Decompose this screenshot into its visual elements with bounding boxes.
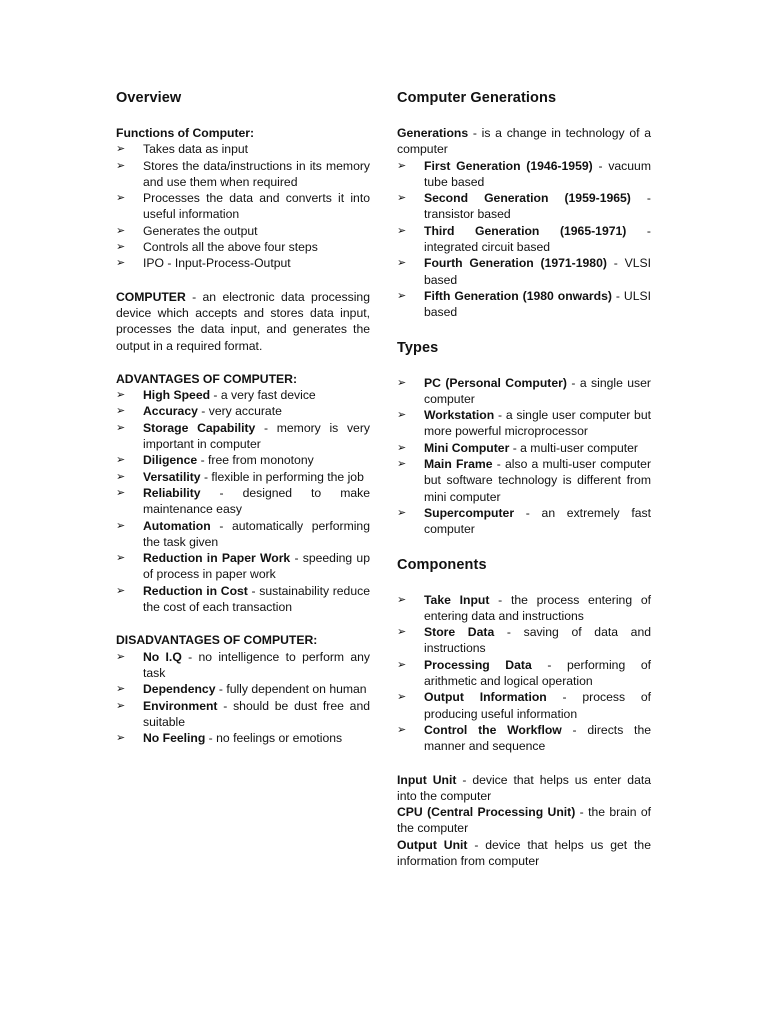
generations-title: Computer Generations bbox=[397, 90, 557, 106]
overview-title: Overview bbox=[116, 90, 182, 106]
output-unit-def: Output Unit - device that helps us get the information from computer bbox=[397, 837, 651, 868]
arrow-bullet-icon: ➢ bbox=[116, 699, 126, 712]
list-item: ➢ Second Generation (1959-1965) - transistor based bbox=[397, 191, 651, 222]
arrow-bullet-icon: ➢ bbox=[116, 683, 126, 696]
types-section bbox=[397, 375, 651, 538]
arrow-bullet-icon: ➢ bbox=[116, 454, 126, 467]
generations-term: Generations bbox=[397, 126, 469, 140]
list-item: ➢ Storage Capability - memory is very important in computer bbox=[116, 420, 370, 452]
functions-section bbox=[116, 125, 370, 272]
list-item: ➢ Workstation - a single user computer but more powerful microprocessor bbox=[397, 408, 651, 439]
functions-list bbox=[116, 141, 370, 271]
list-item: ➢ High Speed - a very fast device bbox=[116, 388, 316, 403]
list-item: ➢ Environment - should be dust free and suitable bbox=[116, 698, 370, 729]
arrow-bullet-icon: ➢ bbox=[116, 470, 126, 483]
list-item: ➢ Mini Computer - a multi-user computer bbox=[397, 440, 638, 455]
arrow-bullet-icon: ➢ bbox=[397, 626, 407, 639]
arrow-bullet-icon: ➢ bbox=[397, 224, 407, 237]
arrow-bullet-icon: ➢ bbox=[397, 376, 407, 389]
arrow-bullet-icon: ➢ bbox=[116, 241, 126, 254]
arrow-bullet-icon: ➢ bbox=[116, 732, 126, 745]
disadvantages-list bbox=[116, 649, 370, 747]
list-item: ➢ Accuracy - very accurate bbox=[116, 404, 282, 419]
list-item: ➢ Control the Workflow - directs the manner and sequence bbox=[397, 722, 651, 754]
computer-definition bbox=[116, 289, 370, 354]
list-item: ➢ Supercomputer - an extremely fast computer bbox=[397, 505, 651, 537]
list-item: ➢ Controls all the above four steps bbox=[116, 240, 318, 255]
components-list bbox=[397, 592, 651, 755]
generations-section bbox=[397, 125, 651, 321]
generations-intro: - is a change in technology of a computer bbox=[397, 126, 651, 157]
arrow-bullet-icon: ➢ bbox=[397, 506, 407, 519]
types-title: Types bbox=[397, 339, 439, 356]
generations-list bbox=[397, 158, 651, 321]
right-column bbox=[397, 88, 651, 886]
list-item: ➢ No Feeling - no feelings or emotions bbox=[116, 731, 343, 746]
arrow-bullet-icon: ➢ bbox=[116, 552, 126, 565]
cpu-def: CPU (Central Processing Unit) - the brain of the computer bbox=[397, 805, 651, 836]
list-item: ➢ Versatility - flexible in performing the job bbox=[116, 469, 364, 484]
arrow-bullet-icon: ➢ bbox=[397, 159, 407, 172]
list-item: ➢ Output Information - process of producing useful information bbox=[397, 690, 652, 721]
list-item: ➢ Dependency - fully dependent on human bbox=[116, 682, 367, 697]
list-item: ➢ Reduction in Cost - sustainability reduce the cost of each transaction bbox=[116, 583, 370, 615]
list-item: ➢ Third Generation (1965-1971) - integrated circuit based bbox=[397, 223, 651, 255]
arrow-bullet-icon: ➢ bbox=[116, 519, 126, 532]
arrow-bullet-icon: ➢ bbox=[116, 405, 126, 418]
list-item: ➢ Store Data - saving of data and instructions bbox=[397, 625, 651, 656]
list-item: ➢ PC (Personal Computer) - a single user computer bbox=[397, 375, 651, 406]
list-item: ➢ Automation - automatically performing the task given bbox=[116, 518, 370, 549]
left-column bbox=[116, 88, 370, 763]
input-unit-def: Input Unit - device that helps us enter data into the computer bbox=[397, 772, 652, 803]
units-section bbox=[397, 772, 651, 870]
list-item: ➢ Takes data as input bbox=[116, 142, 249, 157]
arrow-bullet-icon: ➢ bbox=[397, 192, 407, 205]
computer-definition-text: - an electronic data processing device which accepts and stores data input, processes the data input, and generates the output in a required format. bbox=[116, 289, 370, 353]
types-list bbox=[397, 375, 651, 538]
list-item: ➢ Reduction in Paper Work - speeding up of process in paper work bbox=[116, 551, 370, 582]
disadvantages-heading: DISADVANTAGES OF COMPUTER: bbox=[116, 633, 318, 648]
arrow-bullet-icon: ➢ bbox=[116, 421, 126, 434]
list-item: ➢ Processes the data and converts it into useful information bbox=[116, 191, 370, 222]
functions-heading: Functions of Computer: bbox=[116, 126, 255, 140]
list-item: ➢ No I.Q - no intelligence to perform any task bbox=[116, 649, 371, 680]
arrow-bullet-icon: ➢ bbox=[116, 159, 126, 172]
arrow-bullet-icon: ➢ bbox=[116, 143, 126, 156]
advantages-list bbox=[116, 387, 370, 615]
arrow-bullet-icon: ➢ bbox=[397, 723, 407, 736]
arrow-bullet-icon: ➢ bbox=[397, 658, 407, 671]
arrow-bullet-icon: ➢ bbox=[397, 593, 407, 606]
arrow-bullet-icon: ➢ bbox=[397, 691, 407, 704]
list-item: ➢ Take Input - the process entering of entering data and instructions bbox=[397, 592, 652, 623]
components-section bbox=[397, 592, 651, 755]
list-item: ➢ Diligence - free from monotony bbox=[116, 453, 314, 468]
arrow-bullet-icon: ➢ bbox=[397, 441, 407, 454]
list-item: ➢ Reliability - designed to make maintenance easy bbox=[116, 485, 370, 517]
list-item: ➢ Stores the data/instructions in its memory and use them when required bbox=[116, 158, 370, 189]
computer-term: COMPUTER bbox=[116, 289, 186, 304]
arrow-bullet-icon: ➢ bbox=[116, 257, 126, 270]
list-item: ➢ First Generation (1946-1959) - vacuum tube based bbox=[397, 158, 651, 189]
list-item: ➢ Processing Data - performing of arithmetic and logical operation bbox=[397, 657, 651, 689]
arrow-bullet-icon: ➢ bbox=[116, 486, 126, 499]
arrow-bullet-icon: ➢ bbox=[397, 409, 407, 422]
arrow-bullet-icon: ➢ bbox=[116, 192, 126, 205]
disadvantages-section bbox=[116, 632, 370, 746]
advantages-section bbox=[116, 371, 370, 615]
components-title: Components bbox=[397, 556, 487, 573]
arrow-bullet-icon: ➢ bbox=[397, 289, 407, 302]
arrow-bullet-icon: ➢ bbox=[397, 257, 407, 270]
list-item: ➢ Main Frame - also a multi-user computer but software technology is different from mini computer bbox=[397, 457, 651, 504]
list-item: ➢ Fifth Generation (1980 onwards) - ULSI based bbox=[397, 288, 651, 320]
arrow-bullet-icon: ➢ bbox=[397, 458, 407, 471]
advantages-heading: ADVANTAGES OF COMPUTER: bbox=[116, 371, 298, 386]
arrow-bullet-icon: ➢ bbox=[116, 224, 126, 237]
list-item: ➢ Generates the output bbox=[116, 223, 258, 238]
list-item: ➢ IPO - Input-Process-Output bbox=[116, 256, 291, 271]
list-item: ➢ Fourth Generation (1971-1980) - VLSI based bbox=[397, 256, 651, 287]
arrow-bullet-icon: ➢ bbox=[116, 584, 126, 597]
arrow-bullet-icon: ➢ bbox=[116, 650, 126, 663]
arrow-bullet-icon: ➢ bbox=[116, 389, 126, 402]
